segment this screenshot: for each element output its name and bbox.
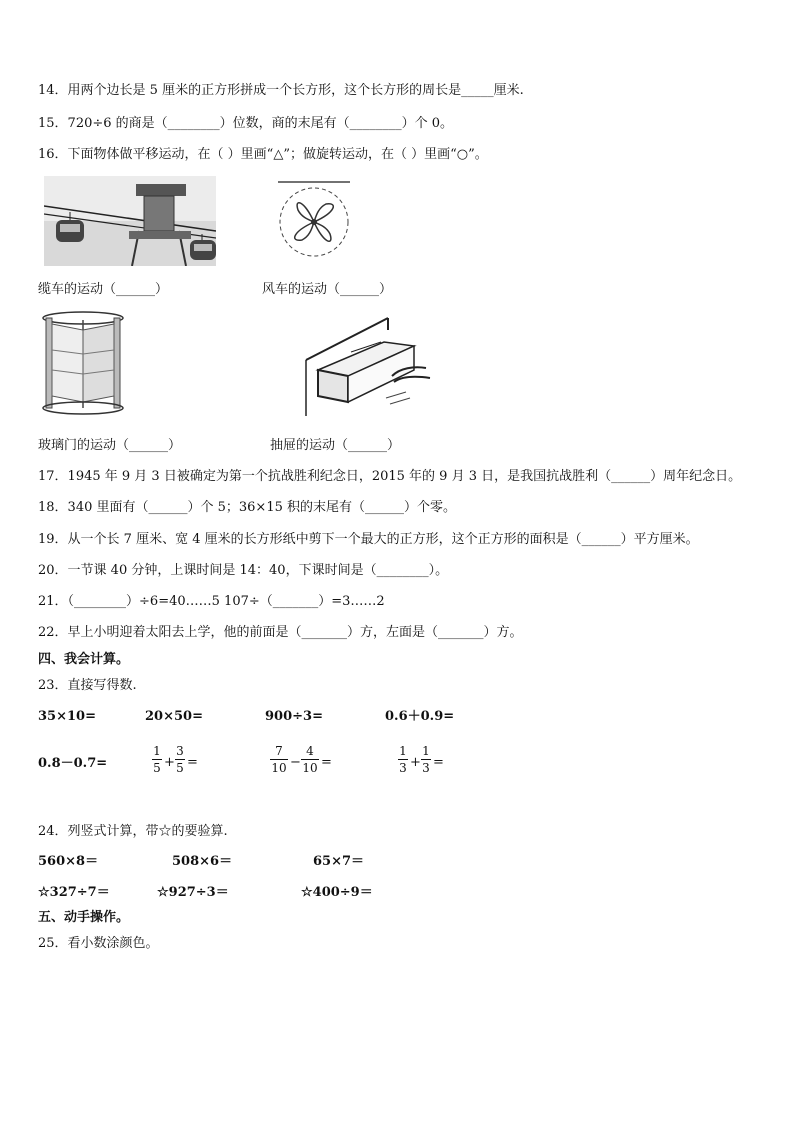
fraction: 1 3 — [399, 744, 407, 775]
question-19: 19．从一个长 7 厘米、宽 4 厘米的长方形纸中剪下一个最大的正方形，这个正方形的面积是（______）平方厘米。 — [38, 532, 699, 547]
drawer-caption: 抽屉的运动（______） — [270, 438, 401, 453]
question-24-title: 24．列竖式计算，带☆的要验算. — [38, 824, 228, 839]
question-22: 22．早上小明迎着太阳去上学，他的前面是（_______）方，左面是（_______）方。 — [38, 625, 523, 640]
operator: + — [410, 755, 421, 770]
question-17: 17．1945 年 9 月 3 日被确定为第一个抗战胜利纪念日，2015 年的 9 月 3 日，是我国抗战胜利（______）周年纪念日。 — [38, 469, 742, 484]
question-16: 16．下面物体做平移运动，在（ ）里画“△”；做旋转运动，在（ ）里画“○”。 — [38, 147, 488, 162]
fraction: 1 3 — [422, 744, 430, 775]
calc-item: 508×6＝ — [172, 854, 233, 869]
drawer-image — [296, 312, 434, 416]
fraction: 3 5 — [176, 744, 184, 775]
operator: + — [164, 755, 175, 770]
question-25: 25．看小数涂颜色。 — [38, 936, 159, 951]
question-14: 14．用两个边长是 5 厘米的正方形拼成一个长方形，这个长方形的周长是_____厘米. — [38, 83, 524, 98]
equals-sign: = — [187, 755, 198, 770]
cable-car-image — [44, 176, 216, 266]
fraction: 4 10 — [302, 744, 318, 775]
equals-sign: = — [321, 755, 332, 770]
operator: − — [290, 755, 301, 770]
question-18: 18．340 里面有（______）个 5；36×15 积的末尾有（______）个零。 — [38, 500, 456, 515]
calc-item: ☆927÷3＝ — [157, 885, 229, 900]
revolving-glass-door-image — [40, 310, 126, 416]
calc-item: 900÷3= — [265, 709, 323, 724]
question-20: 20．一节课 40 分钟，上课时间是 14：40，下课时间是（________）。 — [38, 563, 449, 578]
section-5-heading: 五、动手操作。 — [38, 910, 130, 925]
fraction: 7 10 — [271, 744, 287, 775]
glass-door-caption: 玻璃门的运动（______） — [38, 438, 182, 453]
calc-item: 35×10= — [38, 709, 96, 724]
question-23-title: 23．直接写得数. — [38, 678, 137, 693]
calc-item: 65×7＝ — [313, 854, 365, 869]
equals-sign: = — [433, 755, 444, 770]
calc-item: ☆327÷7＝ — [38, 885, 110, 900]
fraction: 1 5 — [153, 744, 161, 775]
calc-item: 0.6＋0.9= — [385, 709, 455, 724]
question-21: 21．（________）÷6=40……5 107÷（_______）=3……2 — [38, 594, 385, 609]
windmill-caption: 风车的运动（______） — [262, 282, 393, 297]
calc-item: 560×8＝ — [38, 854, 99, 869]
windmill-fan-image — [274, 180, 354, 260]
question-15: 15．720÷6 的商是（________）位数，商的末尾有（________）个 0。 — [38, 116, 454, 131]
section-4-heading: 四、我会计算。 — [38, 652, 130, 667]
calc-item: 0.8－0.7= — [38, 756, 108, 771]
calc-item: ☆400÷9＝ — [301, 885, 373, 900]
calc-item: 20×50= — [145, 709, 203, 724]
cable-car-caption: 缆车的运动（______） — [38, 282, 169, 297]
